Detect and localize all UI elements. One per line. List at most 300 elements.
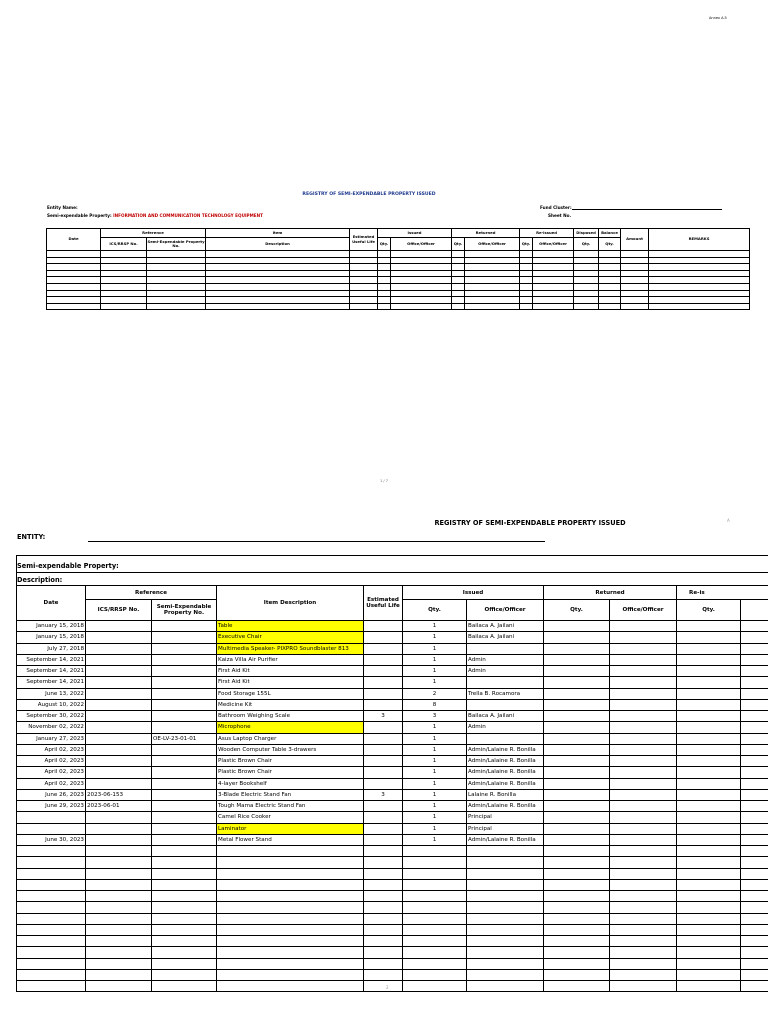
p1-table-cell [520,290,533,297]
p1-table-cell [599,297,621,304]
table-cell [86,947,152,958]
row-useful-life [364,666,403,677]
fund-cluster-line [572,209,722,210]
table-cell [677,767,741,778]
table-cell [741,711,768,722]
table-cell [86,958,152,969]
table-cell [152,868,217,879]
p1-reissued-qty-header: Qty. [520,238,533,251]
p1-table-cell [574,283,599,290]
row-semi-property-no [152,711,217,722]
table-cell [544,677,610,688]
table-cell [677,654,741,665]
p1-table-cell [350,264,378,271]
p1-table-cell [147,251,206,258]
p1-issued-header: Issued [378,229,452,238]
table-cell [677,733,741,744]
p1-table-cell [574,303,599,310]
table-cell [741,733,768,744]
row-issued-office: Bailaca A. Jailani [467,632,544,643]
row-issued-office: Bailaca A. Jailani [467,621,544,632]
p1-table-row [47,264,750,271]
row-issued-qty: 3 [403,711,467,722]
row-semi-property-no [152,654,217,665]
table-row [17,902,768,913]
table-cell [403,891,467,902]
row-issued-qty: 1 [403,812,467,823]
row-issued-qty: 1 [403,733,467,744]
row-issued-qty: 1 [403,666,467,677]
table-cell [677,812,741,823]
row-semi-property-no [152,812,217,823]
row-useful-life [364,722,403,733]
row-ics-rrsp-no [86,778,152,789]
p1-remarks-header: REMARKS [649,229,750,251]
p1-table-cell [47,283,101,290]
table-cell [677,969,741,980]
table-cell [152,879,217,890]
table-cell [403,879,467,890]
table-cell [217,936,364,947]
table-cell [741,789,768,800]
p1-table-cell [574,297,599,304]
p1-table-cell [621,277,649,284]
table-cell [677,666,741,677]
p1-table-cell [520,264,533,271]
row-useful-life [364,834,403,845]
semi-property-no-header: Semi-Expendable Property No. [152,600,217,621]
p1-table-cell [350,270,378,277]
p1-table-cell [621,251,649,258]
p1-table-cell [391,257,452,264]
row-ics-rrsp-no [86,699,152,710]
p1-disposed-qty-header: Qty. [574,238,599,251]
p1-table-cell [147,257,206,264]
p1-reissued-office-header: Office/Officer [533,238,574,251]
row-issued-office: Admin [467,666,544,677]
table-cell [544,789,610,800]
table-row [17,958,768,969]
table-cell [403,868,467,879]
table-cell [610,812,677,823]
p1-table-cell [599,257,621,264]
row-item-description: Wooden Computer Table 3-drawers [217,744,364,755]
row-date [17,812,86,823]
row-useful-life: 3 [364,711,403,722]
table-cell [741,891,768,902]
table-cell [403,913,467,924]
table-row [17,981,768,992]
row-issued-office: Admin/Lalaine R. Bonilla [467,801,544,812]
p1-table-row [47,283,750,290]
entity-label: ENTITY: [17,533,46,541]
table-cell [17,846,86,857]
table-cell [741,767,768,778]
p1-table-cell [206,270,350,277]
p1-table-cell [649,270,750,277]
row-issued-office: Admin [467,654,544,665]
table-cell [152,846,217,857]
p1-table-cell [533,251,574,258]
table-cell [610,688,677,699]
table-cell [741,756,768,767]
table-cell [677,846,741,857]
table-cell [217,969,364,980]
table-row [17,823,768,834]
table-cell [544,823,610,834]
reissued-qty-header: Qty. [677,600,741,621]
row-useful-life [364,621,403,632]
table-cell [467,891,544,902]
row-issued-qty: 1 [403,834,467,845]
row-semi-property-no [152,632,217,643]
p1-table-cell [533,277,574,284]
table-cell [610,733,677,744]
table-cell [610,936,677,947]
table-cell [677,857,741,868]
row-date: June 29, 2023 [17,801,86,812]
table-cell [544,857,610,868]
row-item-description: Table [217,621,364,632]
p1-table-row [47,297,750,304]
table-cell [17,958,86,969]
table-cell [677,879,741,890]
table-cell [677,711,741,722]
row-date: November 02, 2022 [17,722,86,733]
row-issued-office [467,699,544,710]
table-cell [677,688,741,699]
row-issued-office: Admin/Lalaine R. Bonilla [467,834,544,845]
table-cell [544,643,610,654]
p1-table-cell [465,264,520,271]
p1-table-cell [465,270,520,277]
table-cell [467,958,544,969]
p1-table-cell [465,297,520,304]
table-cell [610,711,677,722]
table-cell [610,744,677,755]
table-cell [677,699,741,710]
table-cell [741,981,768,992]
table-cell [741,857,768,868]
p1-table-cell [452,251,465,258]
table-row [17,666,768,677]
p1-table-cell [574,270,599,277]
row-issued-office: Bailaca A. Jailani [467,711,544,722]
table-cell [677,936,741,947]
p1-table-cell [649,297,750,304]
row-issued-office: Admin/Lalaine R. Bonilla [467,744,544,755]
page2-registry-table [16,585,768,992]
table-cell [610,981,677,992]
row-semi-property-no [152,744,217,755]
table-cell [17,969,86,980]
p1-table-cell [391,297,452,304]
p1-table-cell [206,283,350,290]
row-date: June 13, 2022 [17,688,86,699]
p1-table-row [47,303,750,310]
page1-title: REGISTRY OF SEMI-EXPENDABLE PROPERTY ISSUED [302,192,436,197]
p1-table-cell [378,303,391,310]
row-semi-property-no [152,621,217,632]
table-cell [544,969,610,980]
p1-table-cell [599,283,621,290]
p1-table-cell [621,283,649,290]
p1-table-cell [391,290,452,297]
p1-table-cell [378,297,391,304]
row-issued-qty: 1 [403,654,467,665]
table-cell [544,936,610,947]
row-date: June 26, 2023 [17,789,86,800]
table-cell [741,834,768,845]
p1-table-cell [206,277,350,284]
row-ics-rrsp-no: 2023-06-153 [86,789,152,800]
row-semi-property-no [152,722,217,733]
issued-qty-header: Qty. [403,600,467,621]
table-cell [152,936,217,947]
table-cell [403,969,467,980]
row-issued-office: Admin [467,722,544,733]
table-cell [17,924,86,935]
row-ics-rrsp-no [86,711,152,722]
table-cell [403,902,467,913]
p1-table-cell [520,270,533,277]
p1-table-cell [621,297,649,304]
table-cell [364,891,403,902]
row-useful-life [364,632,403,643]
table-cell [217,868,364,879]
table-cell [17,857,86,868]
table-cell [741,699,768,710]
semi-property-label-text: Semi-expendable Property: [47,213,112,218]
p1-table-cell [574,277,599,284]
p1-table-cell [47,264,101,271]
p1-table-cell [47,297,101,304]
row-item-description: Multimedia Speaker- PIXPRO Soundblaster 813 [217,643,364,654]
row-useful-life [364,643,403,654]
row-useful-life [364,767,403,778]
row-ics-rrsp-no [86,823,152,834]
table-cell [86,924,152,935]
p1-table-cell [465,290,520,297]
row-semi-property-no [152,666,217,677]
table-cell [217,947,364,958]
table-cell [544,711,610,722]
p1-table-cell [47,270,101,277]
table-row [17,947,768,958]
row-ics-rrsp-no [86,756,152,767]
table-row [17,969,768,980]
table-row [17,688,768,699]
table-cell [403,936,467,947]
p1-table-cell [574,251,599,258]
p1-table-cell [47,303,101,310]
row-date: September 14, 2021 [17,677,86,688]
table-row [17,924,768,935]
table-cell [677,789,741,800]
table-cell [217,913,364,924]
p1-table-cell [147,270,206,277]
row-ics-rrsp-no [86,722,152,733]
p1-table-cell [574,264,599,271]
table-cell [364,913,403,924]
p1-table-cell [621,290,649,297]
table-cell [741,846,768,857]
table-cell [86,857,152,868]
table-cell [364,924,403,935]
row-date: April 02, 2023 [17,744,86,755]
p1-table-cell [47,251,101,258]
table-cell [17,902,86,913]
p1-table-cell [101,290,147,297]
table-cell [467,879,544,890]
p1-date-header: Date [47,229,101,251]
p1-returned-header: Returned [452,229,520,238]
row-date: June 30, 2023 [17,834,86,845]
table-cell [364,958,403,969]
row-item-description: Kaiza Villa Air Purifier [217,654,364,665]
p1-table-cell [391,270,452,277]
p1-table-cell [378,277,391,284]
semi-property-label [47,213,263,218]
table-cell [17,891,86,902]
p1-table-cell [147,283,206,290]
table-cell [467,902,544,913]
row-semi-property-no [152,778,217,789]
table-row [17,936,768,947]
table-cell [610,891,677,902]
table-row [17,789,768,800]
p1-table-cell [378,283,391,290]
table-cell [544,654,610,665]
fund-cluster-label: Fund Cluster: [540,205,572,210]
table-cell [677,744,741,755]
row-semi-property-no: OE-LV-23-01-01 [152,733,217,744]
p1-table-cell [599,277,621,284]
row-issued-qty: 1 [403,677,467,688]
table-cell [741,654,768,665]
p1-reissued-header: Re-issued [520,229,574,238]
row-issued-qty: 1 [403,756,467,767]
row-item-description: Microphone [217,722,364,733]
row-item-description: 4-layer Bookshelf [217,778,364,789]
p1-table-cell [533,264,574,271]
table-cell [610,756,677,767]
table-cell [741,801,768,812]
row-semi-property-no [152,756,217,767]
table-cell [86,891,152,902]
table-cell [403,857,467,868]
row-item-description: 3-Blade Electric Stand Fan [217,789,364,800]
table-cell [217,891,364,902]
table-row [17,733,768,744]
table-cell [152,902,217,913]
returned-header: Returned [544,586,677,600]
p1-table-row [47,277,750,284]
p1-table-cell [101,270,147,277]
row-semi-property-no [152,823,217,834]
table-row [17,722,768,733]
page2-footer: 2 [386,985,389,990]
table-cell [677,958,741,969]
row-ics-rrsp-no: 2023-06-01 [86,801,152,812]
p1-table-cell [465,303,520,310]
table-cell [86,936,152,947]
row-issued-office [467,643,544,654]
table-cell [544,947,610,958]
table-cell [467,969,544,980]
description-label: Description: [17,576,63,584]
table-cell [152,947,217,958]
p1-table-cell [649,283,750,290]
p1-table-cell [47,257,101,264]
table-row [17,891,768,902]
p1-table-cell [391,264,452,271]
table-cell [741,744,768,755]
row-useful-life [364,688,403,699]
table-cell [544,902,610,913]
table-cell [610,801,677,812]
entity-line [88,541,545,542]
table-cell [217,958,364,969]
row-ics-rrsp-no [86,733,152,744]
row-ics-rrsp-no [86,767,152,778]
p1-table-cell [47,277,101,284]
table-cell [217,981,364,992]
p1-table-cell [574,290,599,297]
row-ics-rrsp-no [86,643,152,654]
table-cell [741,677,768,688]
row-issued-qty: 1 [403,823,467,834]
row-issued-office: Admin/Lalaine R. Bonilla [467,767,544,778]
p1-table-cell [350,277,378,284]
useful-life-header: Estimated Useful Life [364,586,403,621]
row-semi-property-no [152,699,217,710]
table-cell [677,868,741,879]
row-useful-life [364,778,403,789]
p1-table-cell [206,303,350,310]
table-cell [467,857,544,868]
table-row [17,801,768,812]
p1-table-cell [147,290,206,297]
table-cell [610,913,677,924]
table-cell [467,846,544,857]
p1-table-cell [574,257,599,264]
p1-table-cell [649,303,750,310]
table-cell [544,924,610,935]
table-cell [364,857,403,868]
table-cell [677,621,741,632]
table-row [17,711,768,722]
p1-table-cell [649,264,750,271]
row-item-description: Bathroom Weighing Scale [217,711,364,722]
table-cell [741,621,768,632]
table-cell [217,902,364,913]
p1-table-cell [452,303,465,310]
table-cell [677,801,741,812]
table-cell [610,924,677,935]
p1-ics-header: ICS/RRSP No. [101,238,147,251]
row-useful-life [364,699,403,710]
row-date: April 02, 2023 [17,756,86,767]
row-item-description: Plastic Brown Chair [217,756,364,767]
table-cell [544,879,610,890]
p1-table-cell [533,257,574,264]
table-cell [610,958,677,969]
table-cell [677,643,741,654]
p1-table-cell [465,283,520,290]
row-issued-qty: 1 [403,722,467,733]
row-date: April 02, 2023 [17,767,86,778]
